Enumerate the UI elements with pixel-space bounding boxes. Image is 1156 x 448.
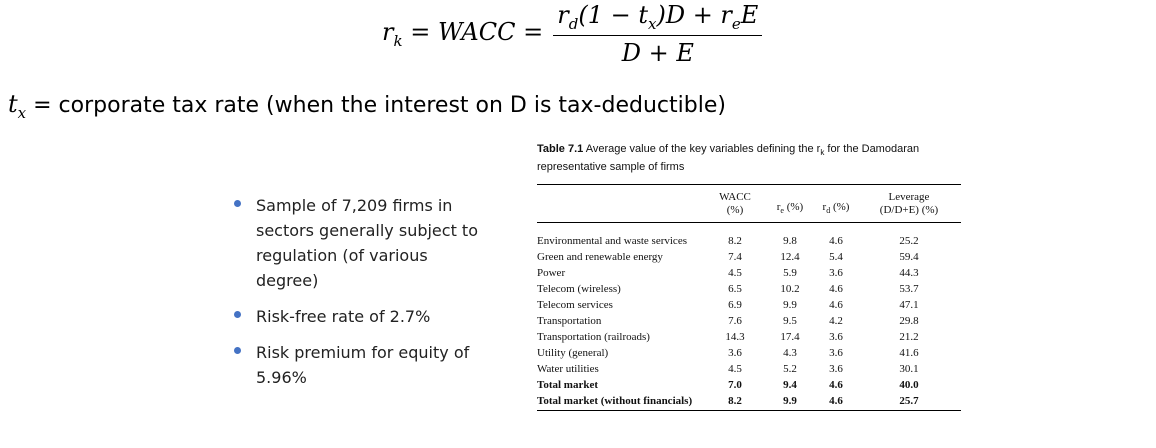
table-row: Green and renewable energy 7.4 12.4 5.4 59.4	[537, 251, 919, 264]
tax-definition-text: = corporate tax rate (when the interest on D is tax-deductible)	[26, 93, 726, 118]
formula-lhs: $r_k$ = WACC =	[382, 18, 544, 50]
bullet-dot-icon	[234, 200, 241, 207]
tax-rate-definition	[8, 90, 726, 122]
formula-denominator: D + E	[621, 38, 694, 67]
table-row: Telecom (wireless) 6.5 10.2 4.6 53.7	[537, 283, 919, 296]
bullet-item: Sample of 7,209 firms in sectors generally subject to regulation (of various degree)	[232, 193, 492, 293]
table-row: Power 4.5 5.9 3.6 44.3	[537, 267, 919, 280]
bullet-list	[232, 193, 492, 401]
tax-symbol: $t_x$	[8, 90, 27, 122]
bullet-dot-icon	[234, 347, 241, 354]
wacc-table-figure	[537, 142, 961, 411]
header-wacc: WACC (%)	[719, 191, 751, 217]
header-re: $r_e$ (%)	[776, 201, 804, 216]
table-row: Transportation 7.6 9.5 4.2 29.8	[537, 315, 919, 328]
formula-fraction	[553, 1, 762, 67]
table-row: Environmental and waste services 8.2 9.8 4.6 25.2	[537, 235, 919, 248]
table-caption: Table 7.1 Average value of the key variables defining the $r_k$ for the Damodaran representative sample of firms	[537, 143, 920, 174]
header-leverage: Leverage (D/D+E) (%)	[879, 191, 939, 217]
header-sector	[537, 185, 705, 223]
bullet-item: Risk-free rate of 2.7%	[232, 304, 492, 329]
table-row-total: Total market (without financials) 8.2 9.9 4.6 25.7	[537, 395, 919, 408]
table-header-row	[537, 185, 961, 223]
header-rd: $r_d$ (%)	[822, 201, 850, 216]
bullet-item: Risk premium for equity of 5.96%	[232, 340, 492, 390]
table-row: Telecom services 6.9 9.9 4.6 47.1	[537, 299, 919, 312]
table-row: Utility (general) 3.6 4.3 3.6 41.6	[537, 347, 919, 360]
table-row-total: Total market 7.0 9.4 4.6 40.0	[537, 379, 919, 392]
table-row: Transportation (railroads) 14.3 17.4 3.6 21.2	[537, 331, 919, 344]
formula-numerator: $r_d(1 - t_x)D + r_eE$	[553, 1, 762, 36]
bullet-dot-icon	[234, 311, 241, 318]
table-row: Water utilities 4.5 5.2 3.6 30.1	[537, 363, 919, 376]
wacc-table	[537, 184, 961, 411]
wacc-formula	[382, 2, 762, 66]
